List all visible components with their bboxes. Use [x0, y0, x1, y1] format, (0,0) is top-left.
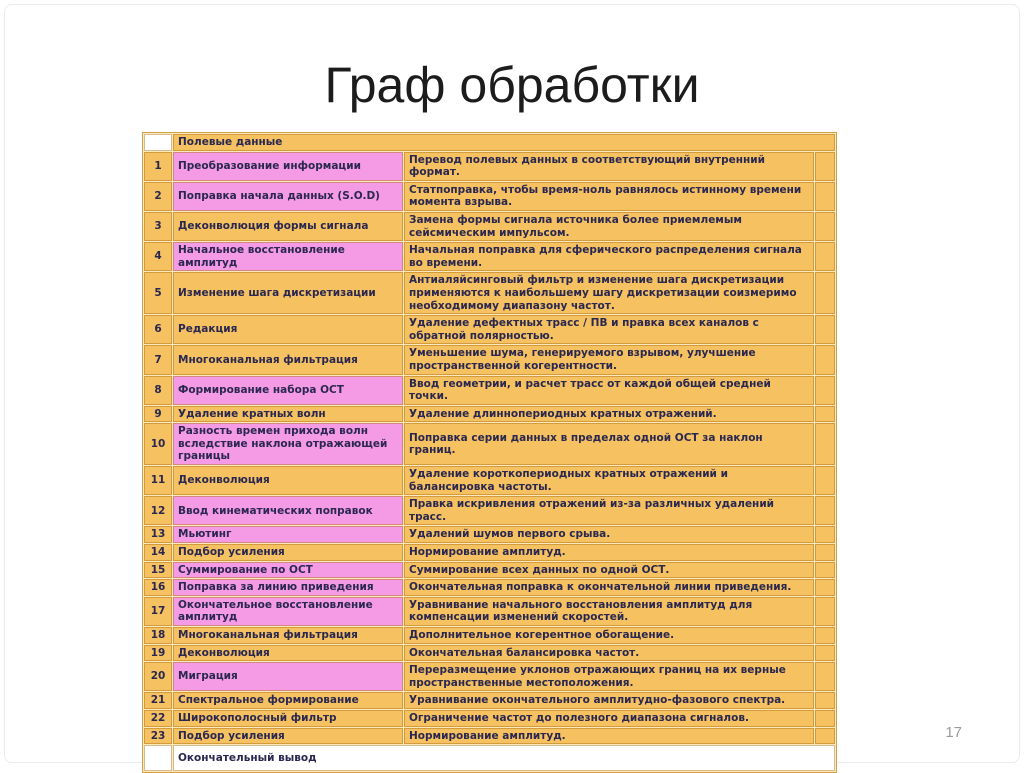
page-number: 17 [945, 724, 962, 741]
step-name-cell: Широкополосный фильтр [173, 710, 403, 727]
step-number-cell: 6 [144, 315, 172, 344]
step-description-cell: Правка искривления отражений из-за различных удалений трасс. [404, 496, 814, 525]
row-tail-cell [815, 242, 835, 271]
step-description-cell: Удаление короткопериодных кратных отражений и балансировка частоты. [404, 466, 814, 495]
step-description-cell: Уменьшение шума, генерируемого взрывом, улучшение пространственной когерентности. [404, 345, 814, 374]
table-row [144, 182, 835, 211]
row-tail-cell [815, 212, 835, 241]
step-description-cell: Дополнительное когерентное обогащение. [404, 627, 814, 644]
step-number-cell: 11 [144, 466, 172, 495]
slide-title: Граф обработки [324, 57, 700, 113]
table-row [144, 579, 835, 596]
step-description-cell: Ввод геометрии, и расчет трасс от каждой общей средней точки. [404, 376, 814, 405]
table-row [144, 212, 835, 241]
step-name-cell: Формирование набора ОСТ [173, 376, 403, 405]
row-tail-cell [815, 466, 835, 495]
row-tail-cell [815, 152, 835, 181]
step-name-cell: Ввод кинематических поправок [173, 496, 403, 525]
step-name-cell: Подбор усиления [173, 544, 403, 561]
step-number-cell: 22 [144, 710, 172, 727]
step-number-cell: 7 [144, 345, 172, 374]
step-name-cell: Деконволюция [173, 645, 403, 662]
step-name-cell: Деконволюция [173, 466, 403, 495]
step-number-cell: 12 [144, 496, 172, 525]
table-row [144, 597, 835, 626]
step-name-cell: Спектральное формирование [173, 692, 403, 709]
step-name-cell: Многоканальная фильтрация [173, 345, 403, 374]
step-name-cell: Разность времен прихода волн вследствие наклона отражающей границы [173, 423, 403, 465]
step-number-cell: 10 [144, 423, 172, 465]
table-row [144, 692, 835, 709]
step-description-cell: Начальная поправка для сферического распределения сигнала во времени. [404, 242, 814, 271]
table-row [144, 645, 835, 662]
row-tail-cell [815, 315, 835, 344]
step-number-cell: 3 [144, 212, 172, 241]
step-number-cell: 4 [144, 242, 172, 271]
step-description-cell: Антиаляйсинговый фильтр и изменение шага дискретизации применяются к наибольшему шагу дискретизации соизмеримо необходимому диапазону частот. [404, 272, 814, 314]
footer-label: Окончательный вывод [173, 745, 835, 771]
step-description-cell: Замена формы сигнала источника более приемлемым сейсмическим импульсом. [404, 212, 814, 241]
row-tail-cell [815, 272, 835, 314]
step-name-cell: Поправка за линию приведения [173, 579, 403, 596]
row-tail-cell [815, 376, 835, 405]
row-tail-cell [815, 692, 835, 709]
step-description-cell: Уравнивание начального восстановления амплитуд для компенсации изменений скоростей. [404, 597, 814, 626]
step-description-cell: Удаление длиннопериодных кратных отражений. [404, 406, 814, 423]
step-description-cell: Удаление дефектных трасс / ПВ и правка всех каналов с обратной полярностью. [404, 315, 814, 344]
footer-empty-cell [144, 745, 172, 771]
row-tail-cell [815, 597, 835, 626]
table-row [144, 272, 835, 314]
row-tail-cell [815, 579, 835, 596]
step-number-cell: 19 [144, 645, 172, 662]
row-tail-cell [815, 645, 835, 662]
table-row [144, 466, 835, 495]
table-row [144, 728, 835, 745]
table-footer-row [144, 745, 835, 771]
table-row [144, 376, 835, 405]
step-number-cell: 2 [144, 182, 172, 211]
row-tail-cell [815, 182, 835, 211]
step-description-cell: Ограничение частот до полезного диапазона сигналов. [404, 710, 814, 727]
step-number-cell: 14 [144, 544, 172, 561]
step-number-cell: 13 [144, 526, 172, 543]
row-tail-cell [815, 423, 835, 465]
step-description-cell: Нормирование амплитуд. [404, 544, 814, 561]
step-number-cell: 21 [144, 692, 172, 709]
step-name-cell: Изменение шага дискретизации [173, 272, 403, 314]
step-description-cell: Окончательная балансировка частот. [404, 645, 814, 662]
row-tail-cell [815, 544, 835, 561]
step-name-cell: Преобразование информации [173, 152, 403, 181]
step-name-cell: Поправка начала данных (S.O.D) [173, 182, 403, 211]
step-description-cell: Нормирование амплитуд. [404, 728, 814, 745]
table-row [144, 526, 835, 543]
row-tail-cell [815, 728, 835, 745]
step-number-cell: 5 [144, 272, 172, 314]
table-row [144, 710, 835, 727]
step-description-cell: Статпоправка, чтобы время-ноль равнялось истинному времени момента взрыва. [404, 182, 814, 211]
step-number-cell: 9 [144, 406, 172, 423]
step-name-cell: Мьютинг [173, 526, 403, 543]
row-tail-cell [815, 710, 835, 727]
header-empty-cell [144, 134, 172, 151]
row-tail-cell [815, 526, 835, 543]
step-number-cell: 15 [144, 562, 172, 579]
step-description-cell: Окончательная поправка к окончательной линии приведения. [404, 579, 814, 596]
step-number-cell: 1 [144, 152, 172, 181]
row-tail-cell [815, 662, 835, 691]
table-row [144, 423, 835, 465]
step-description-cell: Поправка серии данных в пределах одной ОСТ за наклон границ. [404, 423, 814, 465]
step-name-cell: Редакция [173, 315, 403, 344]
row-tail-cell [815, 345, 835, 374]
table-row [144, 242, 835, 271]
step-name-cell: Окончательное восстановление амплитуд [173, 597, 403, 626]
table-row [144, 406, 835, 423]
table-row [144, 544, 835, 561]
step-name-cell: Начальное восстановление амплитуд [173, 242, 403, 271]
table-row [144, 562, 835, 579]
step-name-cell: Подбор усиления [173, 728, 403, 745]
step-description-cell: Суммирование всех данных по одной ОСТ. [404, 562, 814, 579]
step-description-cell: Удалений шумов первого срыва. [404, 526, 814, 543]
step-description-cell: Переразмещение уклонов отражающих границ на их верные пространственные местоположения. [404, 662, 814, 691]
row-tail-cell [815, 562, 835, 579]
step-number-cell: 8 [144, 376, 172, 405]
table-row [144, 627, 835, 644]
row-tail-cell [815, 496, 835, 525]
step-description-cell: Перевод полевых данных в соответствующий внутренний формат. [404, 152, 814, 181]
row-tail-cell [815, 406, 835, 423]
step-number-cell: 18 [144, 627, 172, 644]
processing-graph-table [142, 132, 837, 773]
step-description-cell: Уравнивание окончательного амплитудно-фазового спектра. [404, 692, 814, 709]
table-header-row [144, 134, 835, 151]
step-name-cell: Деконволюция формы сигнала [173, 212, 403, 241]
step-number-cell: 23 [144, 728, 172, 745]
row-tail-cell [815, 627, 835, 644]
step-number-cell: 16 [144, 579, 172, 596]
step-number-cell: 20 [144, 662, 172, 691]
table-row [144, 496, 835, 525]
step-number-cell: 17 [144, 597, 172, 626]
table-row [144, 315, 835, 344]
step-name-cell: Миграция [173, 662, 403, 691]
table-row [144, 152, 835, 181]
table-row [144, 345, 835, 374]
header-label: Полевые данные [173, 134, 835, 151]
table-row [144, 662, 835, 691]
step-name-cell: Многоканальная фильтрация [173, 627, 403, 644]
table-body [144, 134, 835, 771]
step-name-cell: Удаление кратных волн [173, 406, 403, 423]
step-name-cell: Суммирование по ОСТ [173, 562, 403, 579]
